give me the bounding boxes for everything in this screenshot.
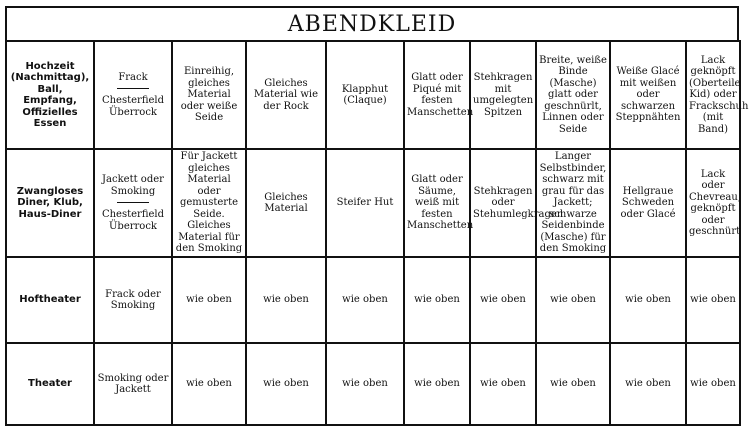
shoes-cell: Lack geknöpft (Oberteile Kid) oder Frackschuh (mit Band): [686, 41, 740, 149]
tie-cell: wie oben: [536, 343, 610, 425]
tie-cell: wie oben: [536, 257, 610, 343]
shirt-cell: Glatt oder Piqué mit festen Manschetten: [404, 41, 470, 149]
collar-cell: Stehkragen oder Stehumlegkragen: [470, 149, 536, 257]
divider: [117, 88, 149, 89]
collar-cell: Stehkragen mit umgelegten Spitzen: [470, 41, 536, 149]
shoes-cell: wie oben: [686, 343, 740, 425]
gloves-cell: wie oben: [610, 257, 686, 343]
occasion-cell: Theater: [6, 343, 94, 425]
table-row: [6, 343, 740, 425]
tie-cell: Langer Selbstbinder, schwarz mit grau für das Jackett; schwarze Seidenbinde (Masche) für den Smoking: [536, 149, 610, 257]
hat-cell: Klapphut (Claque): [326, 41, 404, 149]
table-title: ABENDKLEID: [5, 6, 739, 40]
divider: [117, 202, 149, 203]
collar-cell: wie oben: [470, 343, 536, 425]
occasion-cell: Hoftheater: [6, 257, 94, 343]
coat-cell: [94, 41, 172, 149]
hat-cell: wie oben: [326, 257, 404, 343]
coat-cell: Smoking oder Jackett: [94, 343, 172, 425]
occasion-cell: Hochzeit (Nachmittag), Ball, Empfang, Offizielles Essen: [6, 41, 94, 149]
coat-cell: Frack oder Smoking: [94, 257, 172, 343]
occasion-cell: Zwangloses Diner, Klub, Haus-Diner: [6, 149, 94, 257]
hat-cell: Steifer Hut: [326, 149, 404, 257]
collar-cell: wie oben: [470, 257, 536, 343]
table-row: [6, 41, 740, 149]
shirt-cell: Glatt oder Säume, weiß mit festen Manschetten: [404, 149, 470, 257]
coat-main: Jackett oder Smoking: [102, 174, 164, 197]
tie-cell: Breite, weiße Binde (Masche) glatt oder geschnürlt, Linnen oder Seide: [536, 41, 610, 149]
table-row: [6, 257, 740, 343]
shoes-cell: Lack oder Chevreau, geknöpft oder geschnürt: [686, 149, 740, 257]
vest-cell: Einreihig, gleiches Material oder weiße Seide: [172, 41, 246, 149]
dress-code-table: [5, 40, 749, 426]
gloves-cell: Weiße Glacé mit weißen oder schwarzen Steppnähten: [610, 41, 686, 149]
trousers-cell: Gleiches Material: [246, 149, 326, 257]
table-row: [6, 149, 740, 257]
shoes-cell: wie oben: [686, 257, 740, 343]
trousers-cell: Gleiches Material wie der Rock: [246, 41, 326, 149]
vest-cell: Für Jackett gleiches Material oder gemusterte Seide. Gleiches Material für den Smoking: [172, 149, 246, 257]
gloves-cell: Hellgraue Schweden oder Glacé: [610, 149, 686, 257]
vest-cell: wie oben: [172, 343, 246, 425]
coat-alt: Chesterfield Überrock: [101, 95, 165, 118]
shirt-cell: wie oben: [404, 343, 470, 425]
trousers-cell: wie oben: [246, 257, 326, 343]
trousers-cell: wie oben: [246, 343, 326, 425]
shirt-cell: wie oben: [404, 257, 470, 343]
vest-cell: wie oben: [172, 257, 246, 343]
coat-main: Frack: [118, 71, 148, 83]
coat-cell: [94, 149, 172, 257]
hat-cell: wie oben: [326, 343, 404, 425]
gloves-cell: wie oben: [610, 343, 686, 425]
coat-alt: Chesterfield Überrock: [101, 209, 165, 232]
